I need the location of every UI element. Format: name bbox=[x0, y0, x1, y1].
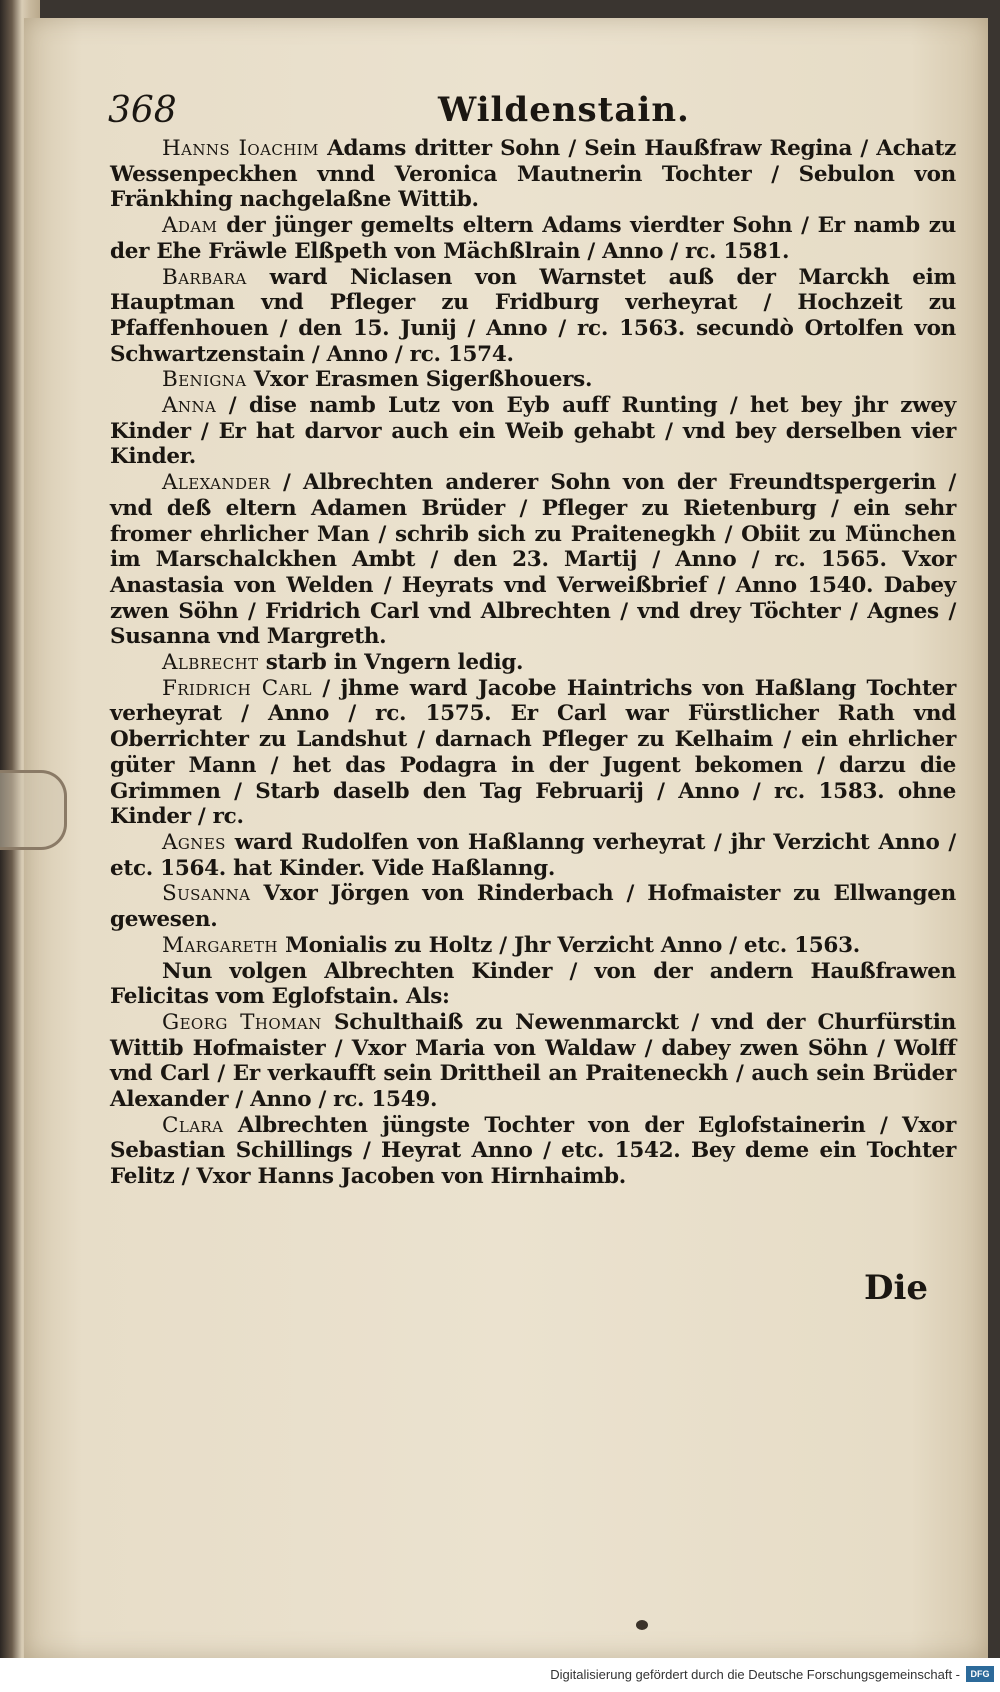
entry-text: Monialis zu Holtz / Jhr Verzicht Anno / etc. 1563. bbox=[277, 932, 860, 958]
entry-name: Anna bbox=[162, 393, 217, 419]
entry-name: Fridrich Carl bbox=[162, 675, 312, 701]
entry-name: Susanna bbox=[162, 881, 251, 907]
entry-text: / Albrechten anderer Sohn von der Freundtspergerin / vnd deß eltern Adamen Brüder / Pfleger zu Rietenburg / ein sehr fromer ehrlicher Man / schrib sich zu Praitenegkh / Obiit zu München im Marschalckhen Ambt / den 23. Martij / Anno / rc. 1565. Vxor Anastasia von Welden / Heyrats vnd Verweißbrief / Anno 1540. Dabey zwen Söhn / Fridrich Carl vnd Albrechten / vnd drey Töchter / Agnes / Susanna vnd Margreth. bbox=[110, 470, 956, 650]
entry-text: starb in Vngern ledig. bbox=[258, 650, 524, 676]
entry-fridrich-carl bbox=[110, 676, 956, 830]
entry-text: Vxor Erasmen Sigerßhouers. bbox=[246, 367, 593, 393]
entry-name: Barbara bbox=[162, 264, 247, 290]
book-page bbox=[24, 18, 988, 1658]
entry-hanns-ioachim bbox=[110, 136, 956, 213]
entry-text: der jünger gemelts eltern Adams vierdter Sohn / Er namb zu der Ehe Fräwle Elßpeth von Mächßlrain / Anno / rc. 1581. bbox=[110, 213, 956, 264]
entry-barbara bbox=[110, 265, 956, 368]
page-body bbox=[110, 136, 956, 1190]
entry-name: Albrecht bbox=[162, 650, 259, 676]
entry-georg-thoman bbox=[110, 1010, 956, 1113]
entry-name: Hanns Ioachim bbox=[162, 136, 319, 161]
entry-text: Adams dritter Sohn / Sein Haußfraw Regina / Achatz Wessenpeckhen vnnd Veronica Mautnerin Tochter / Sebulon von Fränkhing nachgelaßne Wittib. bbox=[110, 136, 956, 213]
entry-susanna bbox=[110, 881, 956, 932]
entry-adam bbox=[110, 213, 956, 264]
entry-text: ward Niclasen von Warnstet auß der Marckh eim Hauptman vnd Pfleger zu Fridburg verheyrat / Hochzeit zu Pfaffenhouen / den 15. Junij / Anno / rc. 1563. secundò Ortolfen von Schwartzenstain / Anno / rc. 1574. bbox=[110, 264, 956, 367]
running-title: Wildenstain. bbox=[438, 90, 690, 130]
page-number: 368 bbox=[108, 90, 177, 131]
entry-margareth bbox=[110, 933, 956, 959]
entry-alexander bbox=[110, 470, 956, 650]
entry-clara bbox=[110, 1113, 956, 1190]
entry-name: Georg Thoman bbox=[162, 1009, 322, 1035]
entry-text: Schulthaiß zu Newenmarckt / vnd der Churfürstin Wittib Hofmaister / Vxor Maria von Waldaw / dabey zwen Söhn / Wolff vnd Carl / Er verkaufft sein Drittheil an Praiteneckh / auch sein Brüder Alexander / Anno / rc. 1549. bbox=[110, 1009, 956, 1113]
entry-text: ward Rudolfen von Haßlanng verheyrat / jhr Verzicht Anno / etc. 1564. hat Kinder. Vide Haßlanng. bbox=[110, 829, 956, 881]
entry-text: Albrechten jüngste Tochter von der Eglofstainerin / Vxor Sebastian Schillings / Heyrat Anno / etc. 1542. Bey deme ein Tochter Felitz / Vxor Hanns Jacoben von Hirnhaimb. bbox=[110, 1112, 956, 1190]
entry-name: Adam bbox=[162, 213, 218, 239]
entry-text: / jhme ward Jacobe Haintrichs von Haßlang Tochter verheyrat / Anno / rc. 1575. Er Carl war Fürstlicher Rath vnd Oberrichter zu Landshut / darnach Pfleger zu Kelhaim / ein ehrlicher güter Mann / het das Podagra in der Jugent bekomen / darzu die Grimmen / Starb daselb den Tag Februarij / Anno / rc. 1583. ohne Kinder / rc. bbox=[110, 675, 956, 830]
entry-benigna bbox=[110, 367, 956, 393]
funding-credit: Digitalisierung gefördert durch die Deutsche Forschungsgemeinschaft - bbox=[550, 1667, 960, 1682]
page-header bbox=[108, 90, 968, 140]
entry-albrecht bbox=[110, 650, 956, 676]
entry-text: / dise namb Lutz von Eyb auff Runting / het bey jhr zwey Kinder / Er hat darvor auch ein Weib gehabt / vnd bey derselben vier Kinder. bbox=[110, 393, 956, 470]
entry-name: Benigna bbox=[162, 367, 247, 393]
entry-text: Vxor Jörgen von Rinderbach / Hofmaister zu Ellwangen gewesen. bbox=[110, 881, 956, 933]
footer-bar bbox=[0, 1658, 1000, 1692]
entry-anna bbox=[110, 393, 956, 470]
entry-text: Nun volgen Albrechten Kinder / von der andern Haußfrawen Felicitas vom Eglofstain. Als: bbox=[110, 958, 956, 1010]
entry-agnes bbox=[110, 830, 956, 881]
catchword: Die bbox=[863, 1268, 928, 1308]
entry-name: Agnes bbox=[162, 829, 226, 855]
dfg-logo[interactable]: DFG bbox=[966, 1666, 994, 1682]
entry-name: Alexander bbox=[162, 470, 271, 496]
entry-name: Clara bbox=[162, 1112, 224, 1138]
entry-name: Margareth bbox=[162, 932, 278, 958]
entry-section-intro bbox=[110, 959, 956, 1010]
ink-spot bbox=[636, 1620, 648, 1630]
book-clasp bbox=[0, 770, 67, 850]
